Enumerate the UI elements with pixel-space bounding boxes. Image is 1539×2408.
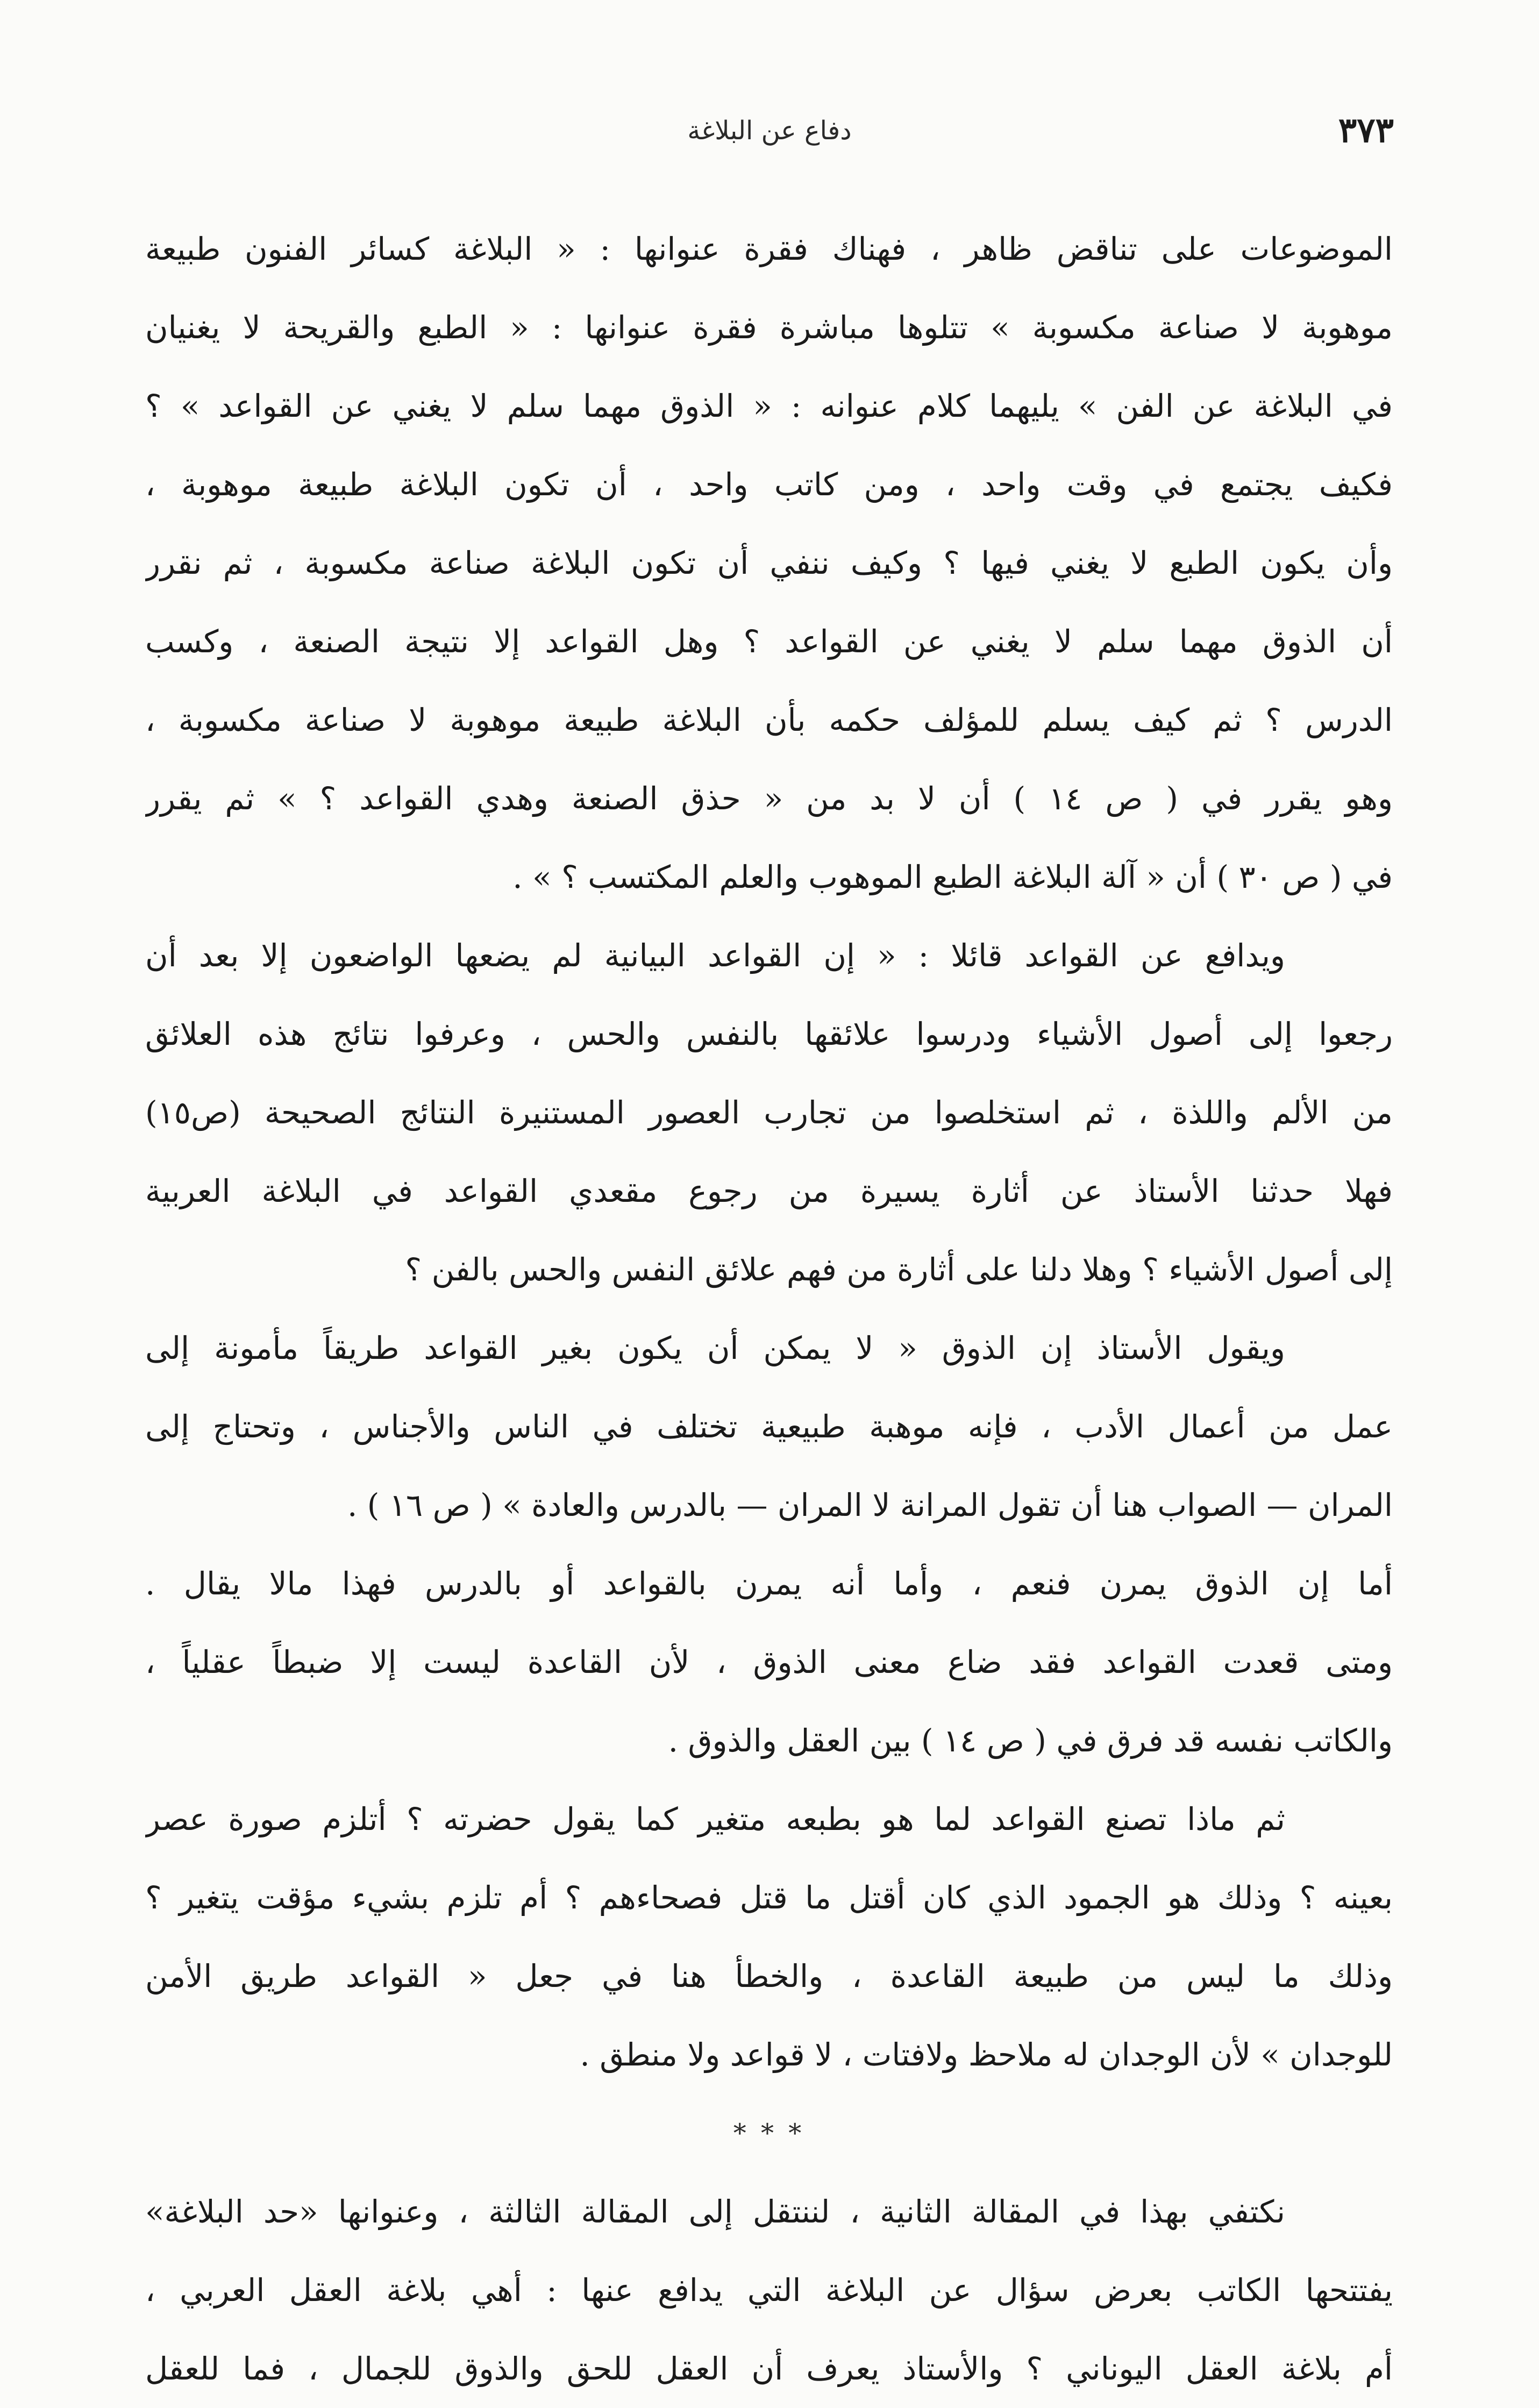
text-line: بعينه ؟ وذلك هو الجمود الذي كان أقتل ما قتل فصحاءهم ؟ أم تلزم بشيء مؤقت يتغير ؟: [145, 1879, 1393, 1916]
text-line: وذلك ما ليس من طبيعة القاعدة ، والخطأ هنا في جعل « القواعد طريق الأمن: [145, 1958, 1393, 1994]
text-line: إلى أصول الأشياء ؟ وهلا دلنا على أثارة من فهم علائق النفس والحس بالفن ؟: [405, 1251, 1393, 1288]
page-header: [145, 110, 1394, 159]
text-line: الموضوعات على تناقض ظاهر ، فهناك فقرة عنوانها : « البلاغة كسائر الفنون طبيعة: [145, 231, 1393, 267]
text-line: فكيف يجتمع في وقت واحد ، ومن كاتب واحد ، أن تكون البلاغة طبيعة موهوبة ،: [145, 466, 1393, 503]
text-line: يفتتحها الكاتب بعرض سؤال عن البلاغة التي يدافع عنها : أهي بلاغة العقل العربي ،: [145, 2272, 1393, 2309]
text-line: أما إن الذوق يمرن فنعم ، وأما أنه يمرن بالقواعد أو بالدرس فهذا مالا يقال .: [145, 1565, 1393, 1602]
text-line: ويقول الأستاذ إن الذوق « لا يمكن أن يكون بغير القواعد طريقاً مأمونة إلى: [145, 1330, 1285, 1366]
text-line: والكاتب نفسه قد فرق في ( ص ١٤ ) بين العقل والذوق .: [668, 1722, 1393, 1759]
text-line: المران — الصواب هنا أن تقول المرانة لا المران — بالدرس والعادة » ( ص ١٦ ) .: [347, 1487, 1393, 1523]
text-line: نكتفي بهذا في المقالة الثانية ، لننتقل إلى المقالة الثالثة ، وعنوانها «حد البلاغة»: [145, 2193, 1285, 2230]
running-title: دفاع عن البلاغة: [687, 116, 852, 146]
text-line: أم بلاغة العقل اليوناني ؟ والأستاذ يعرف أن العقل للحق والذوق للجمال ، فما للعقل: [145, 2350, 1393, 2387]
text-line: وهو يقرر في ( ص ١٤ ) أن لا بد من « حذق الصنعة وهدي القواعد ؟ » ثم يقرر: [145, 780, 1393, 817]
text-line: رجعوا إلى أصول الأشياء ودرسوا علائقها بالنفس والحس ، وعرفوا نتائج هذه العلائق: [145, 1016, 1393, 1052]
text-line: للوجدان » لأن الوجدان له ملاحظ ولافتات ، لا قواعد ولا منطق .: [580, 2036, 1393, 2073]
text-line: موهوبة لا صناعة مكسوبة » تتلوها مباشرة فقرة عنوانها : « الطبع والقريحة لا يغنيان: [145, 309, 1393, 346]
page-number: ٣٧٣: [1338, 110, 1394, 151]
text-line: ثم ماذا تصنع القواعد لما هو بطبعه متغير كما يقول حضرته ؟ أتلزم صورة عصر: [145, 1801, 1285, 1837]
text-line: ومتى قعدت القواعد فقد ضاع معنى الذوق ، لأن القاعدة ليست إلا ضبطاً عقلياً ،: [145, 1644, 1393, 1680]
text-line: عمل من أعمال الأدب ، فإنه موهبة طبيعية تختلف في الناس والأجناس ، وتحتاج إلى: [145, 1408, 1393, 1445]
text-line: في البلاغة عن الفن » يليهما كلام عنوانه : « الذوق مهما سلم لا يغني عن القواعد » ؟: [145, 388, 1393, 424]
text-line: في ( ص ٣٠ ) أن « آلة البلاغة الطبع الموهوب والعلم المكتسب ؟ » .: [512, 859, 1393, 895]
text-line: ويدافع عن القواعد قائلا : « إن القواعد البيانية لم يضعها الواضعون إلا بعد أن: [145, 937, 1285, 974]
section-separator: * * *: [733, 2118, 805, 2148]
text-line: من الألم واللذة ، ثم استخلصوا من تجارب العصور المستنيرة النتائج الصحيحة (ص١٥): [145, 1094, 1393, 1131]
text-line: وأن يكون الطبع لا يغني فيها ؟ وكيف ننفي أن تكون البلاغة صناعة مكسوبة ، ثم نقرر: [145, 545, 1393, 581]
text-line: أن الذوق مهما سلم لا يغني عن القواعد ؟ وهل القواعد إلا نتيجة الصنعة ، وكسب: [145, 623, 1393, 660]
text-line: فهلا حدثنا الأستاذ عن أثارة يسيرة من رجوع مقعدي القواعد في البلاغة العربية: [145, 1173, 1393, 1209]
text-line: الدرس ؟ ثم كيف يسلم للمؤلف حكمه بأن البلاغة طبيعة موهوبة لا صناعة مكسوبة ،: [145, 702, 1393, 738]
page-body: [145, 210, 1393, 2408]
